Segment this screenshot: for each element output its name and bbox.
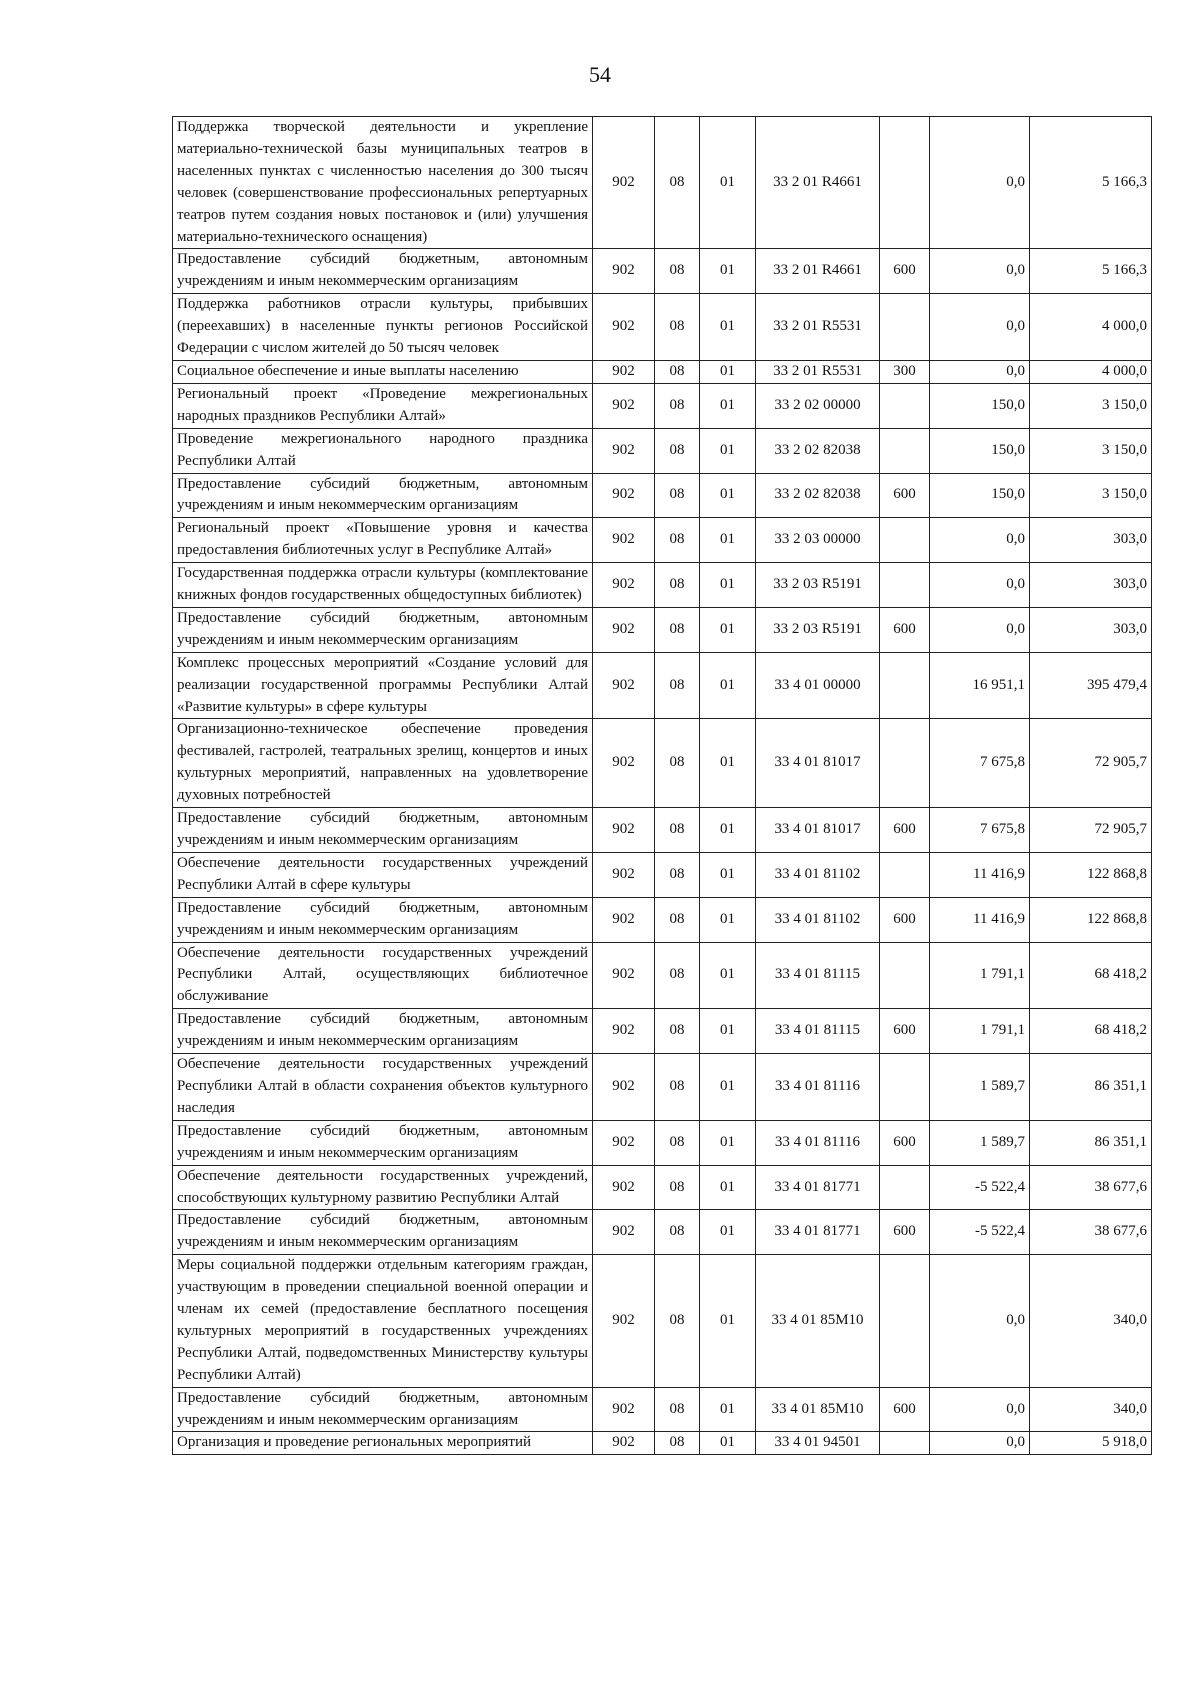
row-target-article-cell: 33 2 01 R4661 bbox=[756, 249, 880, 294]
table-row bbox=[173, 360, 1152, 383]
row-grbs-cell: 902 bbox=[593, 719, 655, 808]
row-subsection-cell: 01 bbox=[700, 1387, 756, 1432]
row-subsection-cell: 01 bbox=[700, 652, 756, 719]
row-section-cell: 08 bbox=[655, 942, 700, 1009]
row-amount-2-cell: 72 905,7 bbox=[1030, 719, 1152, 808]
row-subsection-cell: 01 bbox=[700, 1120, 756, 1165]
row-section-cell: 08 bbox=[655, 719, 700, 808]
row-name-cell: Предоставление субсидий бюджетным, автономным учреждениям и иным некоммерческим организациям bbox=[173, 897, 593, 942]
row-grbs-cell: 902 bbox=[593, 428, 655, 473]
row-subsection-cell: 01 bbox=[700, 563, 756, 608]
table-row bbox=[173, 117, 1152, 249]
row-amount-2-cell: 72 905,7 bbox=[1030, 808, 1152, 853]
row-subsection-cell: 01 bbox=[700, 1165, 756, 1210]
row-expense-type-cell bbox=[880, 117, 930, 249]
table-body bbox=[173, 117, 1152, 1455]
row-amount-1-cell: 1 791,1 bbox=[930, 1009, 1030, 1054]
row-target-article-cell: 33 4 01 85М10 bbox=[756, 1255, 880, 1387]
row-grbs-cell: 902 bbox=[593, 294, 655, 361]
row-amount-2-cell: 395 479,4 bbox=[1030, 652, 1152, 719]
row-name-cell: Предоставление субсидий бюджетным, автономным учреждениям и иным некоммерческим организациям bbox=[173, 249, 593, 294]
row-expense-type-cell bbox=[880, 652, 930, 719]
row-section-cell: 08 bbox=[655, 852, 700, 897]
table-row bbox=[173, 473, 1152, 518]
row-name-cell: Предоставление субсидий бюджетным, автономным учреждениям и иным некоммерческим организациям bbox=[173, 473, 593, 518]
row-target-article-cell: 33 4 01 81771 bbox=[756, 1210, 880, 1255]
row-section-cell: 08 bbox=[655, 1165, 700, 1210]
row-name-cell: Социальное обеспечение и иные выплаты населению bbox=[173, 360, 593, 383]
row-amount-1-cell: 0,0 bbox=[930, 563, 1030, 608]
table-row bbox=[173, 294, 1152, 361]
row-grbs-cell: 902 bbox=[593, 1432, 655, 1455]
row-target-article-cell: 33 4 01 81102 bbox=[756, 897, 880, 942]
row-subsection-cell: 01 bbox=[700, 808, 756, 853]
row-amount-1-cell: 0,0 bbox=[930, 1255, 1030, 1387]
row-subsection-cell: 01 bbox=[700, 942, 756, 1009]
row-expense-type-cell: 600 bbox=[880, 1210, 930, 1255]
row-section-cell: 08 bbox=[655, 249, 700, 294]
row-amount-1-cell: 0,0 bbox=[930, 1432, 1030, 1455]
row-section-cell: 08 bbox=[655, 652, 700, 719]
table-row bbox=[173, 249, 1152, 294]
row-expense-type-cell: 600 bbox=[880, 473, 930, 518]
row-subsection-cell: 01 bbox=[700, 1210, 756, 1255]
row-section-cell: 08 bbox=[655, 383, 700, 428]
row-grbs-cell: 902 bbox=[593, 942, 655, 1009]
table-row bbox=[173, 897, 1152, 942]
row-section-cell: 08 bbox=[655, 607, 700, 652]
row-subsection-cell: 01 bbox=[700, 719, 756, 808]
row-amount-1-cell: 150,0 bbox=[930, 428, 1030, 473]
row-name-cell: Поддержка работников отрасли культуры, прибывших (переехавших) в населенные пункты регионов Российской Федерации с числом жителей до 50 тысяч человек bbox=[173, 294, 593, 361]
row-amount-2-cell: 68 418,2 bbox=[1030, 942, 1152, 1009]
table-row bbox=[173, 1009, 1152, 1054]
row-grbs-cell: 902 bbox=[593, 1255, 655, 1387]
row-amount-1-cell: 150,0 bbox=[930, 383, 1030, 428]
row-amount-2-cell: 5 166,3 bbox=[1030, 117, 1152, 249]
row-amount-2-cell: 340,0 bbox=[1030, 1255, 1152, 1387]
table-row bbox=[173, 1120, 1152, 1165]
row-target-article-cell: 33 4 01 81115 bbox=[756, 1009, 880, 1054]
row-subsection-cell: 01 bbox=[700, 1054, 756, 1121]
row-subsection-cell: 01 bbox=[700, 249, 756, 294]
row-expense-type-cell: 600 bbox=[880, 1387, 930, 1432]
budget-table bbox=[172, 116, 1152, 1455]
row-section-cell: 08 bbox=[655, 360, 700, 383]
row-amount-2-cell: 4 000,0 bbox=[1030, 360, 1152, 383]
row-name-cell: Организационно-техническое обеспечение проведения фестивалей, гастролей, театральных зрелищ, концертов и иных культурных мероприятий, направленных на удовлетворение духовных потребностей bbox=[173, 719, 593, 808]
table-row bbox=[173, 1054, 1152, 1121]
row-amount-1-cell: 0,0 bbox=[930, 518, 1030, 563]
row-expense-type-cell bbox=[880, 383, 930, 428]
row-grbs-cell: 902 bbox=[593, 563, 655, 608]
table-row bbox=[173, 1210, 1152, 1255]
row-amount-1-cell: 11 416,9 bbox=[930, 852, 1030, 897]
row-grbs-cell: 902 bbox=[593, 1165, 655, 1210]
row-expense-type-cell bbox=[880, 518, 930, 563]
row-target-article-cell: 33 4 01 81116 bbox=[756, 1120, 880, 1165]
row-amount-2-cell: 303,0 bbox=[1030, 563, 1152, 608]
row-subsection-cell: 01 bbox=[700, 1255, 756, 1387]
row-target-article-cell: 33 4 01 81102 bbox=[756, 852, 880, 897]
row-grbs-cell: 902 bbox=[593, 249, 655, 294]
row-subsection-cell: 01 bbox=[700, 1432, 756, 1455]
row-expense-type-cell bbox=[880, 1432, 930, 1455]
row-expense-type-cell bbox=[880, 563, 930, 608]
row-grbs-cell: 902 bbox=[593, 808, 655, 853]
row-target-article-cell: 33 2 03 R5191 bbox=[756, 563, 880, 608]
row-amount-1-cell: 0,0 bbox=[930, 360, 1030, 383]
table-row bbox=[173, 852, 1152, 897]
row-expense-type-cell bbox=[880, 1054, 930, 1121]
row-section-cell: 08 bbox=[655, 563, 700, 608]
row-amount-1-cell: -5 522,4 bbox=[930, 1210, 1030, 1255]
row-expense-type-cell: 300 bbox=[880, 360, 930, 383]
row-subsection-cell: 01 bbox=[700, 360, 756, 383]
row-name-cell: Региональный проект «Проведение межрегиональных народных праздников Республики Алтай» bbox=[173, 383, 593, 428]
row-target-article-cell: 33 2 01 R5531 bbox=[756, 294, 880, 361]
row-subsection-cell: 01 bbox=[700, 607, 756, 652]
row-target-article-cell: 33 4 01 00000 bbox=[756, 652, 880, 719]
row-amount-1-cell: -5 522,4 bbox=[930, 1165, 1030, 1210]
row-expense-type-cell bbox=[880, 942, 930, 1009]
row-amount-1-cell: 0,0 bbox=[930, 607, 1030, 652]
row-amount-2-cell: 303,0 bbox=[1030, 607, 1152, 652]
row-grbs-cell: 902 bbox=[593, 518, 655, 563]
row-name-cell: Предоставление субсидий бюджетным, автономным учреждениям и иным некоммерческим организациям bbox=[173, 1387, 593, 1432]
row-section-cell: 08 bbox=[655, 1387, 700, 1432]
row-grbs-cell: 902 bbox=[593, 1210, 655, 1255]
row-amount-2-cell: 86 351,1 bbox=[1030, 1120, 1152, 1165]
row-amount-2-cell: 86 351,1 bbox=[1030, 1054, 1152, 1121]
row-target-article-cell: 33 2 03 R5191 bbox=[756, 607, 880, 652]
row-amount-2-cell: 5 918,0 bbox=[1030, 1432, 1152, 1455]
row-expense-type-cell bbox=[880, 1255, 930, 1387]
row-name-cell: Обеспечение деятельности государственных учреждений, способствующих культурному развитию Республики Алтай bbox=[173, 1165, 593, 1210]
row-name-cell: Обеспечение деятельности государственных учреждений Республики Алтай в сфере культуры bbox=[173, 852, 593, 897]
table-row bbox=[173, 1165, 1152, 1210]
row-amount-1-cell: 1 589,7 bbox=[930, 1054, 1030, 1121]
row-amount-1-cell: 16 951,1 bbox=[930, 652, 1030, 719]
row-expense-type-cell: 600 bbox=[880, 1009, 930, 1054]
row-grbs-cell: 902 bbox=[593, 473, 655, 518]
row-amount-2-cell: 3 150,0 bbox=[1030, 383, 1152, 428]
row-expense-type-cell bbox=[880, 1165, 930, 1210]
row-section-cell: 08 bbox=[655, 897, 700, 942]
row-section-cell: 08 bbox=[655, 1210, 700, 1255]
row-subsection-cell: 01 bbox=[700, 428, 756, 473]
row-amount-1-cell: 1 791,1 bbox=[930, 942, 1030, 1009]
row-target-article-cell: 33 4 01 81017 bbox=[756, 719, 880, 808]
row-grbs-cell: 902 bbox=[593, 1120, 655, 1165]
row-amount-2-cell: 340,0 bbox=[1030, 1387, 1152, 1432]
row-subsection-cell: 01 bbox=[700, 294, 756, 361]
row-name-cell: Меры социальной поддержки отдельным категориям граждан, участвующим в проведении специальной военной операции и членам их семей (предоставление бесплатного посещения культурных мероприятий в государственных учреждениях Республики Алтай, подведомственных Министерству культуры Республики Алтай) bbox=[173, 1255, 593, 1387]
row-section-cell: 08 bbox=[655, 428, 700, 473]
row-amount-2-cell: 68 418,2 bbox=[1030, 1009, 1152, 1054]
row-section-cell: 08 bbox=[655, 1255, 700, 1387]
row-subsection-cell: 01 bbox=[700, 897, 756, 942]
row-amount-1-cell: 150,0 bbox=[930, 473, 1030, 518]
row-amount-2-cell: 122 868,8 bbox=[1030, 852, 1152, 897]
row-target-article-cell: 33 2 01 R5531 bbox=[756, 360, 880, 383]
row-expense-type-cell bbox=[880, 852, 930, 897]
table-row bbox=[173, 1387, 1152, 1432]
row-amount-2-cell: 303,0 bbox=[1030, 518, 1152, 563]
row-name-cell: Проведение межрегионального народного праздника Республики Алтай bbox=[173, 428, 593, 473]
row-section-cell: 08 bbox=[655, 518, 700, 563]
row-section-cell: 08 bbox=[655, 473, 700, 518]
row-subsection-cell: 01 bbox=[700, 473, 756, 518]
row-grbs-cell: 902 bbox=[593, 117, 655, 249]
row-name-cell: Государственная поддержка отрасли культуры (комплектование книжных фондов государственных общедоступных библиотек) bbox=[173, 563, 593, 608]
table-row bbox=[173, 719, 1152, 808]
row-amount-2-cell: 3 150,0 bbox=[1030, 473, 1152, 518]
table-row bbox=[173, 1432, 1152, 1455]
row-target-article-cell: 33 2 01 R4661 bbox=[756, 117, 880, 249]
row-grbs-cell: 902 bbox=[593, 852, 655, 897]
table-row bbox=[173, 942, 1152, 1009]
row-target-article-cell: 33 2 02 82038 bbox=[756, 428, 880, 473]
row-amount-1-cell: 7 675,8 bbox=[930, 808, 1030, 853]
row-name-cell: Обеспечение деятельности государственных учреждений Республики Алтай в области сохранения объектов культурного наследия bbox=[173, 1054, 593, 1121]
row-amount-1-cell: 1 589,7 bbox=[930, 1120, 1030, 1165]
row-grbs-cell: 902 bbox=[593, 1009, 655, 1054]
row-grbs-cell: 902 bbox=[593, 607, 655, 652]
row-expense-type-cell: 600 bbox=[880, 1120, 930, 1165]
row-name-cell: Предоставление субсидий бюджетным, автономным учреждениям и иным некоммерческим организациям bbox=[173, 1120, 593, 1165]
row-amount-1-cell: 0,0 bbox=[930, 249, 1030, 294]
table-row bbox=[173, 1255, 1152, 1387]
row-section-cell: 08 bbox=[655, 1120, 700, 1165]
row-subsection-cell: 01 bbox=[700, 1009, 756, 1054]
row-name-cell: Региональный проект «Повышение уровня и качества предоставления библиотечных услуг в Республике Алтай» bbox=[173, 518, 593, 563]
row-subsection-cell: 01 bbox=[700, 852, 756, 897]
row-amount-1-cell: 0,0 bbox=[930, 1387, 1030, 1432]
table-row bbox=[173, 518, 1152, 563]
row-amount-1-cell: 7 675,8 bbox=[930, 719, 1030, 808]
row-section-cell: 08 bbox=[655, 1432, 700, 1455]
row-expense-type-cell bbox=[880, 428, 930, 473]
row-section-cell: 08 bbox=[655, 1009, 700, 1054]
row-target-article-cell: 33 2 02 82038 bbox=[756, 473, 880, 518]
row-name-cell: Предоставление субсидий бюджетным, автономным учреждениям и иным некоммерческим организациям bbox=[173, 1009, 593, 1054]
row-target-article-cell: 33 4 01 81017 bbox=[756, 808, 880, 853]
table-row bbox=[173, 652, 1152, 719]
row-grbs-cell: 902 bbox=[593, 897, 655, 942]
row-section-cell: 08 bbox=[655, 1054, 700, 1121]
row-grbs-cell: 902 bbox=[593, 1387, 655, 1432]
table-row bbox=[173, 808, 1152, 853]
row-grbs-cell: 902 bbox=[593, 652, 655, 719]
row-amount-2-cell: 122 868,8 bbox=[1030, 897, 1152, 942]
row-target-article-cell: 33 2 03 00000 bbox=[756, 518, 880, 563]
row-name-cell: Организация и проведение региональных мероприятий bbox=[173, 1432, 593, 1455]
row-subsection-cell: 01 bbox=[700, 117, 756, 249]
row-name-cell: Предоставление субсидий бюджетным, автономным учреждениям и иным некоммерческим организациям bbox=[173, 607, 593, 652]
row-amount-1-cell: 11 416,9 bbox=[930, 897, 1030, 942]
row-section-cell: 08 bbox=[655, 294, 700, 361]
row-amount-2-cell: 5 166,3 bbox=[1030, 249, 1152, 294]
table-row bbox=[173, 428, 1152, 473]
row-target-article-cell: 33 4 01 81116 bbox=[756, 1054, 880, 1121]
row-name-cell: Комплекс процессных мероприятий «Создание условий для реализации государственной программы Республики Алтай «Развитие культуры» в сфере культуры bbox=[173, 652, 593, 719]
row-name-cell: Поддержка творческой деятельности и укрепление материально-технической базы муниципальных театров в населенных пунктах с численностью населения до 300 тысяч человек (совершенствование профессиональных репертуарных театров путем создания новых постановок и (или) улучшения материально-технического оснащения) bbox=[173, 117, 593, 249]
row-target-article-cell: 33 4 01 81771 bbox=[756, 1165, 880, 1210]
row-expense-type-cell bbox=[880, 294, 930, 361]
row-section-cell: 08 bbox=[655, 808, 700, 853]
row-amount-1-cell: 0,0 bbox=[930, 117, 1030, 249]
row-grbs-cell: 902 bbox=[593, 1054, 655, 1121]
row-grbs-cell: 902 bbox=[593, 360, 655, 383]
row-name-cell: Обеспечение деятельности государственных учреждений Республики Алтай, осуществляющих библиотечное обслуживание bbox=[173, 942, 593, 1009]
row-section-cell: 08 bbox=[655, 117, 700, 249]
row-target-article-cell: 33 4 01 94501 bbox=[756, 1432, 880, 1455]
row-amount-2-cell: 38 677,6 bbox=[1030, 1210, 1152, 1255]
row-expense-type-cell: 600 bbox=[880, 607, 930, 652]
row-expense-type-cell: 600 bbox=[880, 808, 930, 853]
row-name-cell: Предоставление субсидий бюджетным, автономным учреждениям и иным некоммерческим организациям bbox=[173, 808, 593, 853]
row-expense-type-cell bbox=[880, 719, 930, 808]
row-subsection-cell: 01 bbox=[700, 383, 756, 428]
row-target-article-cell: 33 4 01 85М10 bbox=[756, 1387, 880, 1432]
row-expense-type-cell: 600 bbox=[880, 249, 930, 294]
table-row bbox=[173, 563, 1152, 608]
page-number: 54 bbox=[589, 62, 611, 87]
row-target-article-cell: 33 2 02 00000 bbox=[756, 383, 880, 428]
row-amount-2-cell: 4 000,0 bbox=[1030, 294, 1152, 361]
table-row bbox=[173, 607, 1152, 652]
row-amount-1-cell: 0,0 bbox=[930, 294, 1030, 361]
row-name-cell: Предоставление субсидий бюджетным, автономным учреждениям и иным некоммерческим организациям bbox=[173, 1210, 593, 1255]
row-grbs-cell: 902 bbox=[593, 383, 655, 428]
row-target-article-cell: 33 4 01 81115 bbox=[756, 942, 880, 1009]
row-expense-type-cell: 600 bbox=[880, 897, 930, 942]
row-amount-2-cell: 3 150,0 bbox=[1030, 428, 1152, 473]
table-row bbox=[173, 383, 1152, 428]
row-subsection-cell: 01 bbox=[700, 518, 756, 563]
row-amount-2-cell: 38 677,6 bbox=[1030, 1165, 1152, 1210]
